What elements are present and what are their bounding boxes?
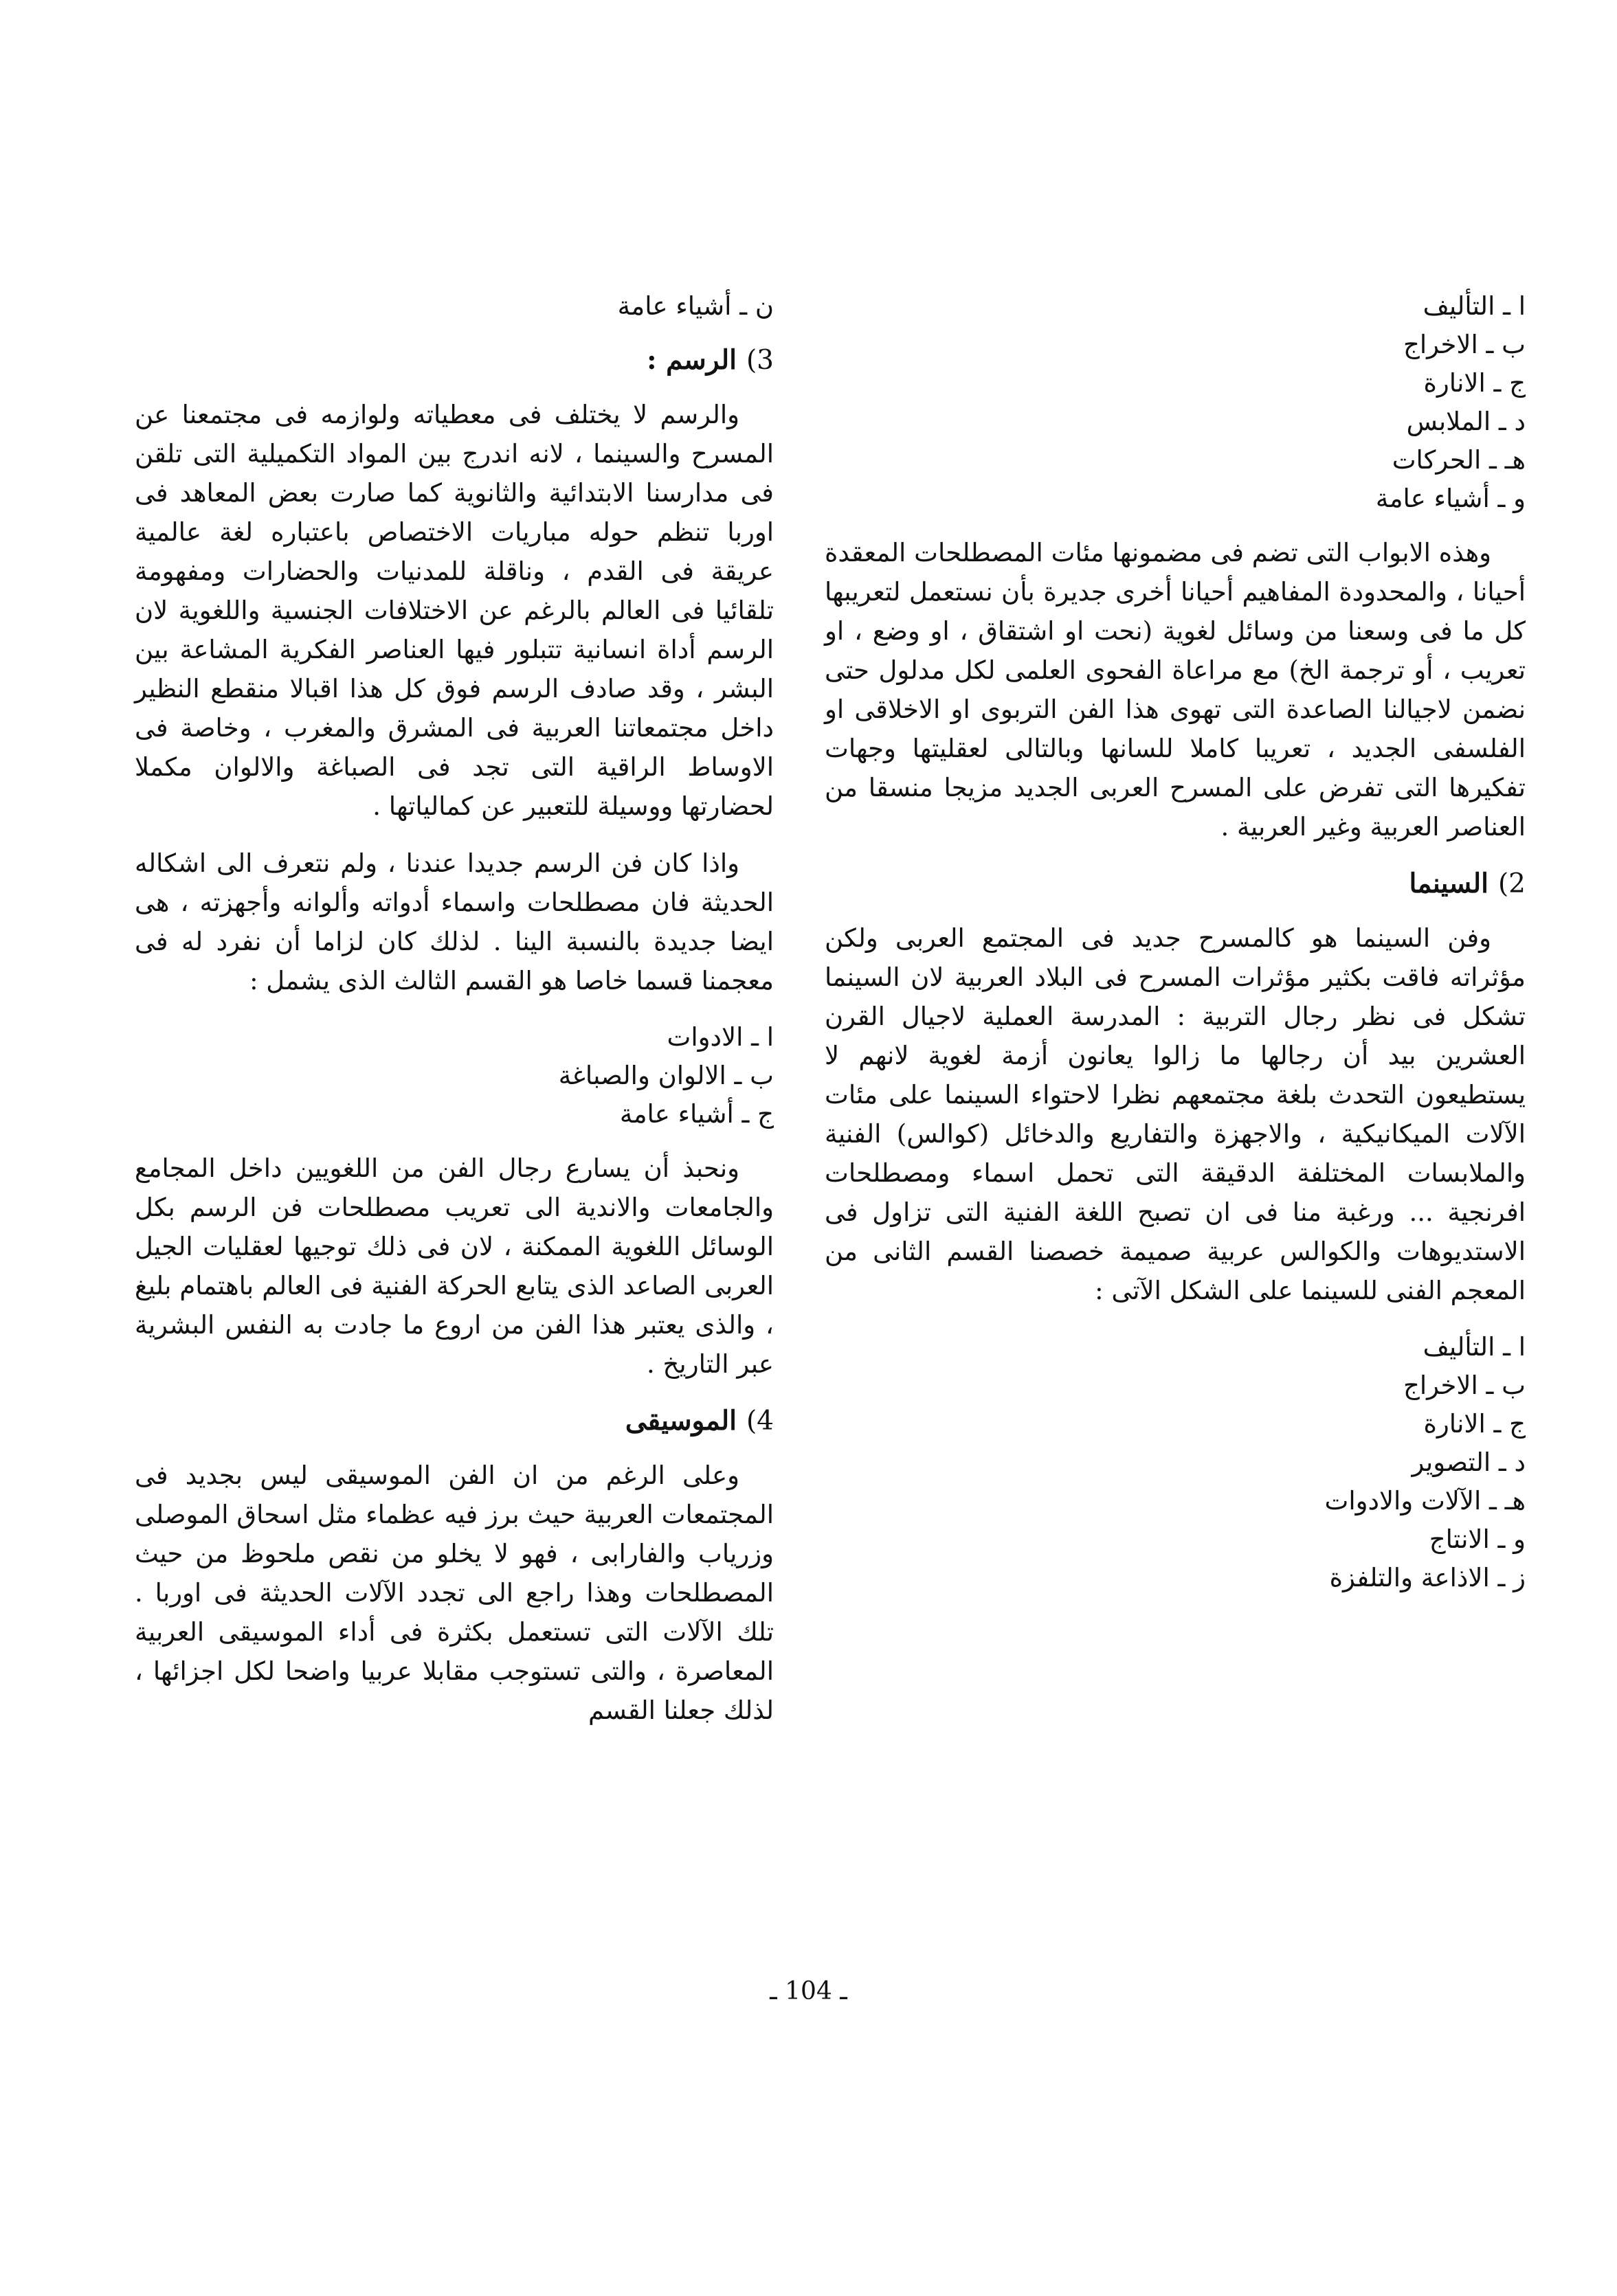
left-column [135, 287, 774, 1748]
right-column [825, 287, 1526, 1612]
list-item: هـ ـ الآلات والادوات [1324, 1486, 1526, 1516]
section-heading-drawing [135, 341, 774, 380]
list-item: ج ـ أشياء عامة [619, 1099, 774, 1129]
heading-title: الرسم : [647, 344, 737, 376]
list-item: ن ـ أشياء عامة [617, 291, 774, 321]
heading-number: 2) [1497, 868, 1526, 899]
paragraph: وفن السينما هو كالمسرح جديد فى المجتمع العربى ولكن مؤثراته فاقت بكثير مؤثرات المسرح فى البلاد العربية لان السينما تشكل فى نظر رجال التربية : المدرسة العملية لاجيال القرن العشرين بيد أن رجالها ما زالوا يعانون أزمة لغوية لانهم لا يستطيعون التحدث بلغة مجتمعهم نظرا لاحتواء السينما على مئات الآلات الميكانيكية ، والاجهزة والتفاريع والدخائل (كوالس) الفنية والملابسات المختلفة الدقيقة التى تحمل اسماء ومصطلحات افرنجية ... ورغبة منا فى ان تصبح اللغة الفنية التى تزاول فى الاستديوهات والكوالس عربية صميمة خصصنا القسم الثانى من المعجم الفنى للسينما على الشكل الآتى : [825, 923, 1526, 1305]
list-item: ب ـ الاخراج [1403, 330, 1526, 359]
heading-title: السينما [1409, 868, 1488, 899]
paragraph: والرسم لا يختلف فى معطياته ولوازمه فى مجتمعنا عن المسرح والسينما ، لانه اندرج بين المواد التكميلية التى تلقن فى مدارسنا الابتدائية والثانوية كما صارت بعض المعاهد فى اوربا تنظم حوله مباريات الاختصاص باعتباره لغة عالمية عريقة فى القدم ، وناقلة للمدنيات والحضارات ومفهومة تلقائيا فى العالم بالرغم عن الاختلافات الجنسية واللغوية لان الرسم أداة انسانية تتبلور فيها العناصر الفكرية المشاعة بين البشر ، وقد صادف الرسم فوق كل هذا اقبالا منقطع النظير داخل مجتمعاتنا العربية فى المشرق والمغرب ، وخاصة فى الاوساط الراقية التى تجد فى الصباغة والالوان مكملا لحضارتها ووسيلة للتعبير عن كمالياتها . [135, 400, 774, 821]
paragraph: وعلى الرغم من ان الفن الموسيقى ليس بجديد فى المجتمعات العربية حيث برز فيه عظماء مثل اسحاق الموصلى وزرياب والفارابى ، فهو لا يخلو من نقص ملحوظ من حيث المصطلحات وهذا راجع الى تجدد الآلات الحديثة فى اوربا . تلك الآلات التى تستعمل بكثرة فى أداء الموسيقى العربية المعاصرة ، والتى تستوجب مقابلا عربيا واضحا لكل اجزائها ، لذلك جعلنا القسم [135, 1461, 774, 1725]
paragraph: واذا كان فن الرسم جديدا عندنا ، ولم نتعرف الى اشكاله الحديثة فان مصطلحات واسماء أدواته وألوانه وأجهزته ، هى ايضا جديدة بالنسبة الينا . لذلك كان لزاما أن نفرد له فى معجمنا قسما خاصا هو القسم الثالث الذى يشمل : [135, 848, 774, 995]
list-item: ج ـ الانارة [1423, 368, 1526, 398]
list-item: ا ـ التأليف [1423, 1332, 1526, 1362]
list-item: ا ـ التأليف [1423, 291, 1526, 321]
section-heading-music [135, 1402, 774, 1441]
list-item: د ـ التصوير [1412, 1448, 1526, 1477]
heading-title: الموسيقى [625, 1405, 737, 1437]
section-list-tail [135, 287, 774, 326]
list-item: و ـ أشياء عامة [1375, 484, 1526, 513]
list-item: ج ـ الانارة [1423, 1409, 1526, 1439]
section-list-theatre [825, 287, 1526, 518]
list-item: د ـ الملابس [1406, 407, 1526, 436]
list-item: ز ـ الاذاعة والتلفزة [1329, 1563, 1526, 1592]
section-list-drawing [135, 1018, 774, 1134]
paragraph: ونحبذ أن يسارع رجال الفن من اللغويين داخل المجامع والجامعات والاندية الى تعريب مصطلحات فن الرسم بكل الوسائل اللغوية الممكنة ، لان فى ذلك توجيها لعقليات الجيل العربى الصاعد الذى يتابع الحركة الفنية فى العالم باهتمام بليغ ، والذى يعتبر هذا الفن من اروع ما جادت به النفس البشرية عبر التاريخ . [135, 1153, 774, 1379]
list-item: و ـ الانتاج [1429, 1524, 1526, 1554]
list-item: ب ـ الاخراج [1403, 1371, 1526, 1400]
list-item: ب ـ الالوان والصباغة [558, 1061, 774, 1090]
list-item: هـ ـ الحركات [1392, 445, 1526, 475]
list-item: ا ـ الادوات [667, 1022, 774, 1052]
section-list-cinema [825, 1328, 1526, 1597]
page-number: ـ 104 ـ [770, 1977, 847, 2005]
heading-number: 3) [746, 345, 774, 376]
paragraph: وهذه الابواب التى تضم فى مضمونها مئات المصطلحات المعقدة أحيانا ، والمحدودة المفاهيم أحيانا أخرى جديرة بأن نستعمل لتعريبها كل ما فى وسعنا من وسائل لغوية (نحت او اشتقاق ، او وضع ، او تعريب ، أو ترجمة الخ) مع مراعاة الفحوى العلمى لكل مدلول حتى نضمن لاجيالنا الصاعدة التى تهوى هذا الفن التربوى او الاخلاقى او الفلسفى الجديد ، تعريبا كاملا للسانها وبالتالى لعقليتها وجهات تفكيرها التى تفرض على المسرح العربى الجديد مزيجا منسقا من العناصر العربية وغير العربية . [825, 538, 1526, 842]
section-heading-cinema [825, 864, 1526, 903]
heading-number: 4) [746, 1406, 774, 1437]
